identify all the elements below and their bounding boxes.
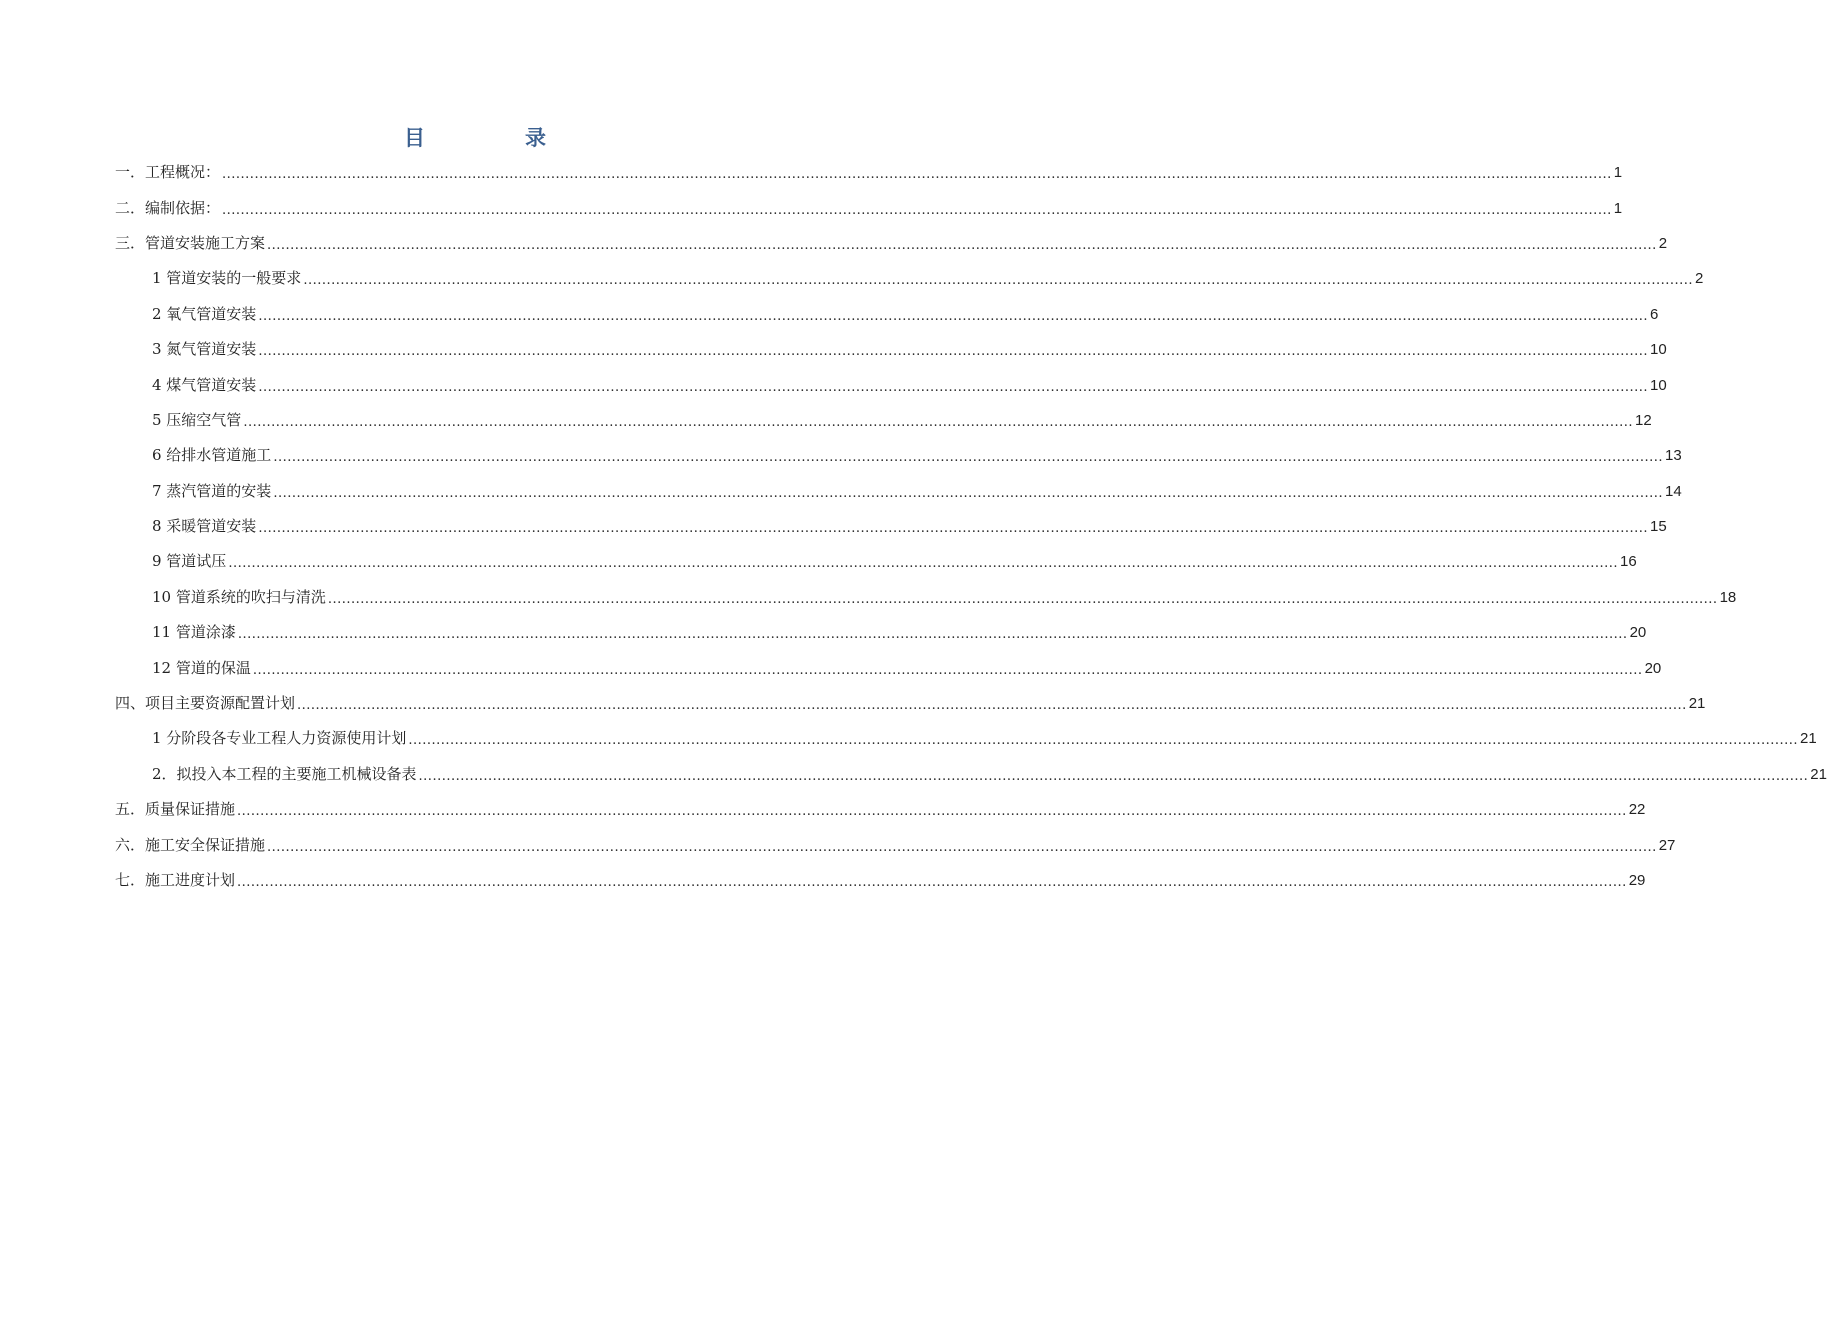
toc-entry[interactable]	[115, 615, 1647, 650]
toc-leader-dots: ............................................................................................................................................................................................................................................................................................................	[252, 662, 1643, 678]
toc-leader-dots: ............................................................................................................................................................................................................................................................................................................	[267, 237, 1657, 253]
toc-leader-dots: ............................................................................................................................................................................................................................................................................................................	[303, 273, 1694, 289]
toc-leader-dots: ............................................................................................................................................................................................................................................................................................................	[222, 167, 1612, 183]
toc-title-char-2: 录	[525, 125, 546, 150]
toc-entry-label: 12 管道的保温	[152, 658, 251, 677]
toc-entry-label: 一．工程概况：	[115, 163, 221, 182]
toc-entry[interactable]	[115, 544, 1637, 579]
toc-entry[interactable]	[115, 686, 1706, 721]
toc-leader-dots: ............................................................................................................................................................................................................................................................................................................	[267, 839, 1657, 855]
toc-entry[interactable]	[115, 863, 1646, 898]
toc-entry[interactable]	[115, 721, 1817, 756]
toc-entry-label: 1 管道安装的一般要求	[152, 269, 302, 288]
toc-leader-dots: ............................................................................................................................................................................................................................................................................................................	[327, 591, 1718, 607]
toc-entry-label: 1 分阶段各专业工程人力资源使用计划	[152, 729, 407, 748]
toc-leader-dots: ............................................................................................................................................................................................................................................................................................................	[297, 698, 1687, 714]
toc-entry-page-number: 16	[1620, 553, 1637, 571]
toc-entry[interactable]	[115, 650, 1662, 685]
toc-leader-dots: ............................................................................................................................................................................................................................................................................................................	[258, 344, 1649, 360]
toc-entry-page-number: 6	[1650, 305, 1659, 323]
toc-leader-dots: ............................................................................................................................................................................................................................................................................................................	[237, 627, 1628, 643]
toc-leader-dots: ............................................................................................................................................................................................................................................................................................................	[273, 485, 1664, 501]
toc-leader-dots: ............................................................................................................................................................................................................................................................................................................	[258, 521, 1649, 537]
toc-entry-page-number: 2	[1658, 234, 1668, 252]
toc-entry-page-number: 29	[1628, 872, 1646, 889]
toc-entry[interactable]	[115, 297, 1659, 332]
toc-entry-page-number: 21	[1810, 765, 1827, 783]
toc-entry-label: 七．施工进度计划	[115, 871, 236, 889]
toc-entry[interactable]	[115, 367, 1667, 402]
toc-entry-label: 五．质量保证措施	[115, 800, 236, 819]
toc-entry-label: 四、项目主要资源配置计划	[115, 694, 296, 713]
toc-entry-page-number: 13	[1665, 447, 1682, 465]
toc-entry-label: 10 管道系统的吹扫与清洗	[152, 587, 326, 606]
toc-entry[interactable]	[115, 757, 1827, 792]
toc-entry-label: 7 蒸汽管道的安装	[152, 481, 272, 500]
toc-entry[interactable]	[115, 792, 1646, 827]
toc-leader-dots: ............................................................................................................................................................................................................................................................................................................	[258, 379, 1649, 395]
toc-entry-page-number: 20	[1629, 624, 1647, 642]
toc-entry-label: 三．管道安装施工方案	[115, 233, 266, 252]
toc-entry-page-number: 21	[1800, 730, 1817, 748]
toc-entry[interactable]	[115, 403, 1652, 438]
toc-entry-label: 6 给排水管道施工	[152, 446, 272, 465]
toc-leader-dots: ............................................................................................................................................................................................................................................................................................................	[258, 308, 1649, 324]
toc-entry-page-number: 10	[1650, 376, 1667, 394]
toc-leader-dots: ............................................................................................................................................................................................................................................................................................................	[408, 733, 1799, 749]
toc-entry[interactable]	[115, 438, 1682, 473]
toc-entry-page-number: 12	[1635, 411, 1652, 429]
toc-entry-page-number: 21	[1688, 695, 1706, 713]
toc-title-char-1: 目	[404, 125, 425, 150]
toc-entry-label: 六．施工安全保证措施	[115, 835, 266, 854]
toc-entry-page-number: 27	[1658, 836, 1676, 854]
toc-entry[interactable]	[115, 155, 1623, 190]
toc-entry[interactable]	[115, 827, 1676, 862]
toc-leader-dots: ............................................................................................................................................................................................................................................................................................................	[222, 202, 1612, 218]
toc-leader-dots: ............................................................................................................................................................................................................................................................................................................	[243, 414, 1634, 430]
toc-entry-page-number: 14	[1665, 482, 1682, 500]
toc-entry-page-number: 10	[1650, 341, 1667, 359]
toc-entry[interactable]	[115, 261, 1704, 296]
toc-entry-label: 4 煤气管道安装	[152, 375, 257, 394]
toc-entry-page-number: 18	[1719, 588, 1737, 606]
toc-entry[interactable]	[115, 580, 1737, 615]
table-of-contents	[115, 155, 1827, 898]
toc-leader-dots: ............................................................................................................................................................................................................................................................................................................	[273, 450, 1664, 466]
toc-entry-page-number: 15	[1650, 518, 1667, 536]
toc-entry-label: 2 氧气管道安装	[152, 304, 257, 323]
toc-entry-page-number: 1	[1613, 164, 1623, 182]
toc-entry-page-number: 2	[1695, 270, 1704, 288]
toc-entry-label: 8 采暖管道安装	[152, 517, 257, 536]
toc-entry-label: 3 氮气管道安装	[152, 340, 257, 359]
toc-entry-page-number: 20	[1644, 659, 1662, 677]
toc-entry-label: 9 管道试压	[152, 552, 227, 571]
toc-entry-page-number: 1	[1613, 199, 1623, 217]
toc-leader-dots: ............................................................................................................................................................................................................................................................................................................	[237, 875, 1627, 890]
toc-leader-dots: ............................................................................................................................................................................................................................................................................................................	[228, 556, 1619, 572]
toc-entry-label: 5 压缩空气管	[152, 410, 242, 429]
toc-entry[interactable]	[115, 474, 1682, 509]
toc-entry[interactable]	[115, 332, 1667, 367]
toc-entry-label: 二．编制依据：	[115, 198, 221, 217]
toc-entry-page-number: 22	[1628, 801, 1646, 819]
toc-leader-dots: ............................................................................................................................................................................................................................................................................................................	[418, 768, 1809, 784]
toc-entry[interactable]	[115, 226, 1668, 261]
toc-entry[interactable]	[115, 509, 1667, 544]
toc-entry-label: 2．拟投入本工程的主要施工机械设备表	[152, 764, 417, 783]
toc-entry-label: 11 管道涂漆	[152, 623, 236, 642]
toc-leader-dots: ............................................................................................................................................................................................................................................................................................................	[237, 804, 1627, 820]
toc-title	[0, 122, 950, 152]
toc-entry[interactable]	[115, 190, 1623, 225]
